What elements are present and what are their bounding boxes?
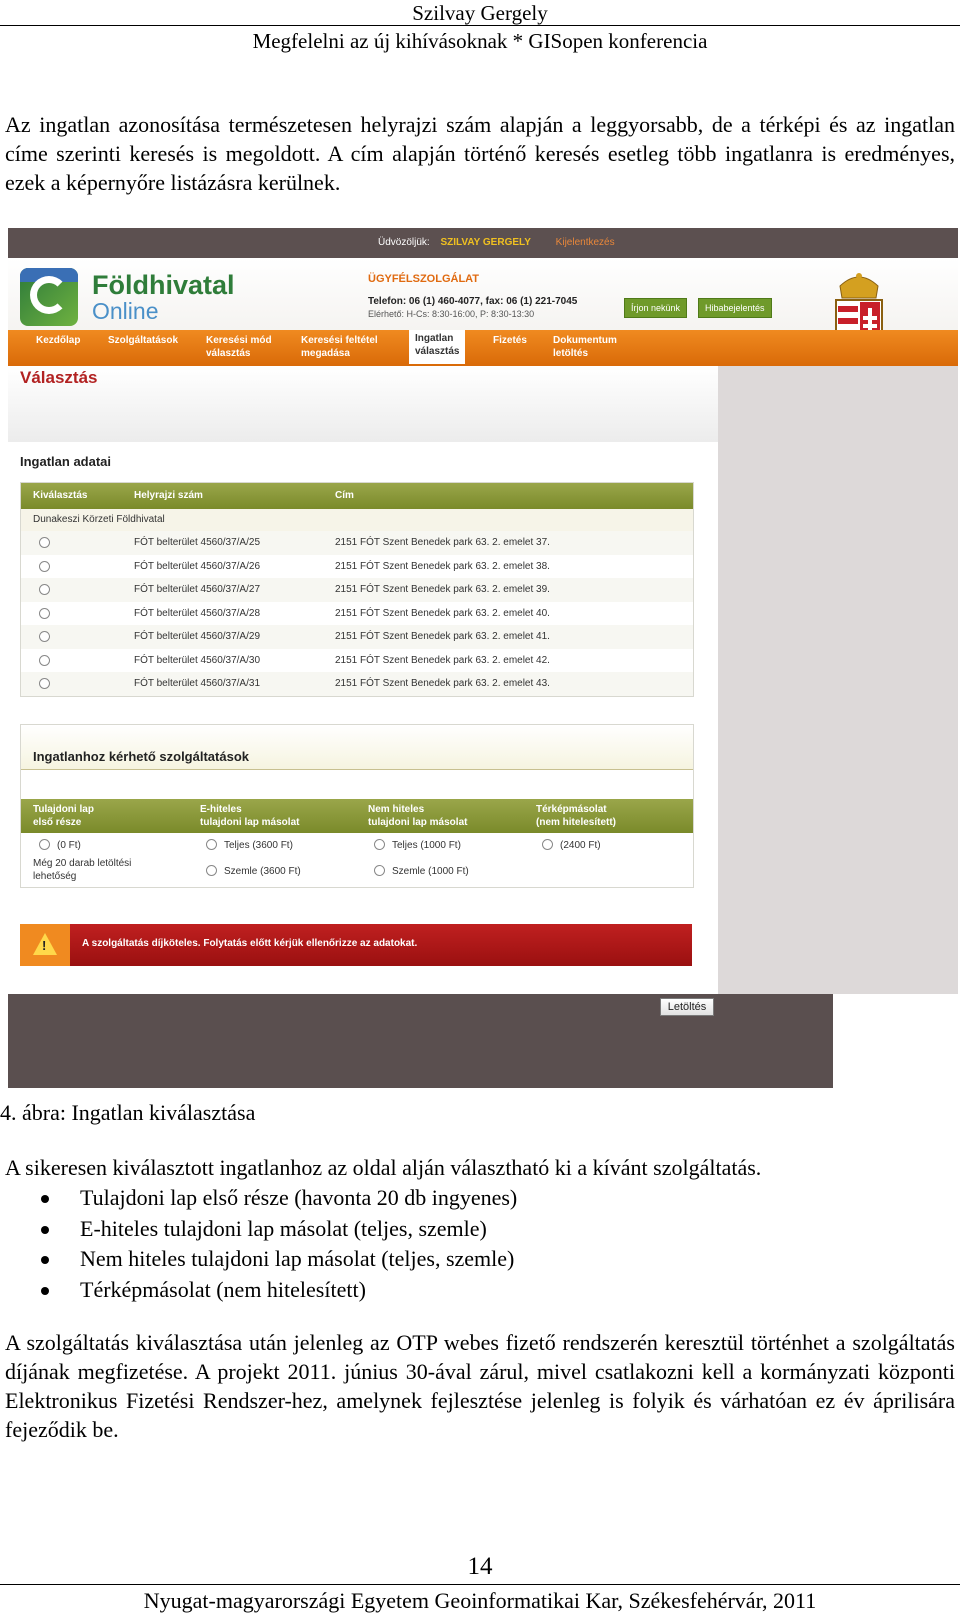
row-radio[interactable] bbox=[39, 655, 50, 666]
property-table bbox=[20, 482, 694, 697]
warning-message: A szolgáltatás díjköteles. Folytatás előtt kérjük ellenőrizze az adatokat. bbox=[82, 938, 418, 949]
list-item: Nem hiteles tulajdoni lap másolat (teljes, szemle) bbox=[5, 1244, 945, 1275]
row-address: 2151 FÓT Szent Benedek park 63. 2. emelet 43. bbox=[335, 678, 550, 689]
option-radio[interactable] bbox=[542, 839, 553, 850]
row-radio[interactable] bbox=[39, 537, 50, 548]
property-table-header bbox=[21, 483, 693, 509]
service-hours: Elérhető: H-Cs: 8:30-16:00, P: 8:30-13:30 bbox=[368, 309, 535, 319]
option-radio[interactable] bbox=[374, 839, 385, 850]
table-row[interactable] bbox=[21, 625, 693, 649]
row-hrsz: FÓT belterület 4560/37/A/31 bbox=[134, 678, 261, 689]
row-address: 2151 FÓT Szent Benedek park 63. 2. emelet 39. bbox=[335, 584, 550, 595]
col-select: Kiválasztás bbox=[33, 490, 88, 501]
option-e-certified-view[interactable]: Szemle (3600 Ft) bbox=[206, 865, 301, 877]
table-row[interactable] bbox=[21, 602, 693, 626]
brand-name: Földhivatal bbox=[92, 270, 235, 300]
welcome-bar bbox=[378, 237, 615, 248]
property-section-title: Ingatlan adatai bbox=[20, 454, 112, 469]
row-hrsz: FÓT belterület 4560/37/A/28 bbox=[134, 607, 261, 619]
header-divider bbox=[0, 25, 960, 26]
nav-item-search-criteria[interactable]: Keresési feltétel megadása bbox=[301, 335, 378, 359]
service-title: ÜGYFÉLSZOLGÁLAT bbox=[368, 273, 480, 285]
row-hrsz: FÓT belterület 4560/37/A/29 bbox=[134, 631, 261, 642]
row-address: 2151 FÓT Szent Benedek park 63. 2. emelet 37. bbox=[335, 537, 550, 548]
col-address: Cím bbox=[335, 490, 354, 501]
welcome-label: Üdvözöljük: bbox=[378, 237, 430, 248]
row-radio[interactable] bbox=[39, 631, 50, 642]
user-name: SZILVAY GERGELY bbox=[440, 237, 531, 248]
option-radio[interactable] bbox=[374, 865, 385, 876]
option-e-certified-full[interactable]: Teljes (3600 Ft) bbox=[206, 839, 293, 851]
nav-item-home[interactable]: Kezdőlap bbox=[36, 335, 81, 346]
row-hrsz: FÓT belterület 4560/37/A/25 bbox=[134, 537, 261, 548]
nav-item-services[interactable]: Szolgáltatások bbox=[108, 335, 179, 346]
row-address: 2151 FÓT Szent Benedek park 63. 2. emelet 38. bbox=[335, 560, 550, 572]
nav-item-search-mode[interactable]: Keresési mód választás bbox=[206, 335, 272, 359]
warning-banner: ! A szolgáltatás díjköteles. Folytatás előtt kérjük ellenőrizze az adatokat. bbox=[20, 924, 692, 966]
row-hrsz: FÓT belterület 4560/37/A/30 bbox=[134, 654, 261, 666]
intro-paragraph: Az ingatlan azonosítása természetesen helyrajzi szám alapján a leggyorsabb, de a térképi és az ingatlan címe szerinti keresés is megoldott. A cím alapján történő keresés esetleg több ingatlanra is eredményes, ezek a képernyőre listázásra kerülnek. bbox=[5, 112, 955, 195]
table-row[interactable] bbox=[21, 672, 693, 696]
bug-report-button[interactable]: Hibabejelentés bbox=[698, 298, 772, 318]
bottom-right-area bbox=[833, 994, 958, 1088]
row-radio[interactable] bbox=[39, 561, 50, 572]
property-rows bbox=[21, 531, 693, 696]
row-hrsz: FÓT belterület 4560/37/A/27 bbox=[134, 584, 261, 595]
option-radio[interactable] bbox=[206, 865, 217, 876]
services-table bbox=[20, 724, 694, 888]
row-address: 2151 FÓT Szent Benedek park 63. 2. emelet 40. bbox=[335, 607, 550, 619]
foldhivatal-logo-icon bbox=[20, 268, 78, 326]
option-radio[interactable] bbox=[206, 839, 217, 850]
table-row[interactable] bbox=[21, 531, 693, 555]
list-item: Térképmásolat (nem hitelesített) bbox=[5, 1275, 945, 1306]
nav-item-document-download[interactable]: Dokumentum letöltés bbox=[553, 335, 617, 359]
service-col-non-certified: Nem hiteles tulajdoni lap másolat bbox=[368, 804, 468, 828]
service-phone: Telefon: 06 (1) 460-4077, fax: 06 (1) 221-7045 bbox=[368, 296, 578, 307]
option-radio[interactable] bbox=[39, 839, 50, 850]
row-address: 2151 FÓT Szent Benedek park 63. 2. emelet 42. bbox=[335, 654, 550, 666]
row-radio[interactable] bbox=[39, 608, 50, 619]
service-col-e-certified: E-hiteles tulajdoni lap másolat bbox=[200, 804, 300, 828]
services-header bbox=[21, 799, 693, 833]
list-item: E-hiteles tulajdoni lap másolat (teljes, szemle) bbox=[5, 1214, 945, 1245]
option-non-certified-view[interactable]: Szemle (1000 Ft) bbox=[374, 865, 469, 877]
side-panel bbox=[718, 366, 958, 996]
page-title: Választás bbox=[20, 368, 98, 387]
nav-item-property-select[interactable]: Ingatlan választás bbox=[409, 330, 465, 364]
page-number: 14 bbox=[467, 1553, 493, 1580]
write-us-button[interactable]: Írjon nekünk bbox=[624, 298, 687, 318]
service-col-map-copy: Térképmásolat (nem hitelesített) bbox=[536, 804, 617, 828]
option-non-certified-full[interactable]: Teljes (1000 Ft) bbox=[374, 839, 461, 851]
row-radio[interactable] bbox=[39, 584, 50, 595]
row-hrsz: FÓT belterület 4560/37/A/26 bbox=[134, 560, 261, 572]
footer-divider bbox=[0, 1584, 960, 1585]
row-address: 2151 FÓT Szent Benedek park 63. 2. emelet 41. bbox=[335, 631, 550, 642]
table-row[interactable] bbox=[21, 555, 693, 579]
after-caption-paragraph: A sikeresen kiválasztott ingatlanhoz az oldal alján választható ki a kívánt szolgáltatás. bbox=[5, 1155, 762, 1180]
nav-item-payment[interactable]: Fizetés bbox=[493, 335, 527, 346]
header-author: Szilvay Gergely bbox=[412, 1, 548, 25]
service-bullet-list bbox=[5, 1183, 945, 1305]
col-hrsz: Helyrajzi szám bbox=[134, 490, 203, 501]
option-title-deed-free[interactable]: (0 Ft) bbox=[39, 839, 81, 851]
figure-caption: 4. ábra: Ingatlan kiválasztása bbox=[0, 1100, 256, 1125]
download-button[interactable]: Letöltés bbox=[660, 998, 714, 1016]
table-row[interactable] bbox=[21, 578, 693, 602]
logout-link[interactable]: Kijelentkezés bbox=[555, 237, 615, 248]
list-item: Tulajdoni lap első része (havonta 20 db ingyenes) bbox=[5, 1183, 945, 1214]
services-title: Ingatlanhoz kérhető szolgáltatások bbox=[33, 749, 249, 764]
remaining-downloads: Még 20 darab letöltési lehetőség bbox=[33, 858, 132, 882]
content-header-band bbox=[8, 366, 718, 442]
row-radio[interactable] bbox=[39, 678, 50, 689]
land-office-name: Dunakeszi Körzeti Földhivatal bbox=[21, 509, 693, 531]
option-map-copy[interactable]: (2400 Ft) bbox=[542, 839, 601, 851]
screenshot-figure bbox=[8, 228, 958, 1088]
footer-text: Nyugat-magyarországi Egyetem Geoinformatikai Kar, Székesfehérvár, 2011 bbox=[143, 1588, 817, 1613]
closing-paragraph: A szolgáltatás kiválasztása után jelenleg az OTP webes fizető rendszerén keresztül történhet a szolgáltatás díjának megfizetése. A projekt 2011. június 30-ával zárul, mivel csatlakozni kell a kormányzati központi Elektronikus Fizetési Rendszer-hez, amelynek fejlesztése jelenleg is folyik és várhatóan ez év áprilisára fejeződik be. bbox=[5, 1330, 955, 1442]
table-row[interactable] bbox=[21, 649, 693, 673]
header-conference: Megfelelni az új kihívásoknak * GISopen konferencia bbox=[252, 29, 708, 53]
service-col-title-deed: Tulajdoni lap első része bbox=[33, 804, 94, 828]
brand-subname: Online bbox=[92, 298, 159, 324]
